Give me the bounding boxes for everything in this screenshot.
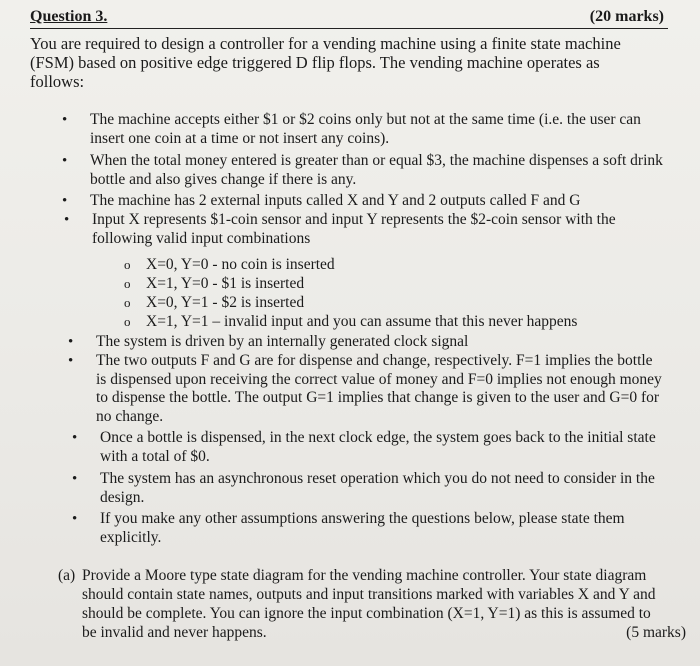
question-title: Question 3.: [30, 8, 108, 25]
bullet-icon: •: [62, 153, 68, 169]
bullet-icon: •: [72, 511, 78, 527]
list-item: [62, 111, 660, 148]
bullet-icon: •: [62, 112, 68, 128]
circle-bullet-icon: o: [124, 314, 131, 329]
list-item-text: The machine accepts either $1 or $2 coins only but not at the same time (i.e. the user can insert one coin at a time or not insert any coins).: [90, 111, 641, 147]
bullet-icon: •: [62, 193, 68, 209]
list-item-text: The system has an asynchronous reset operation which you do not need to consider in the design.: [100, 470, 655, 506]
part-a-text: Provide a Moore type state diagram for the vending machine controller. Your state diagram should contain state names, outputs and input transitions marked with variables X and Y and should be complete. You can ignore the input combination (X=1, Y=1) as this is assumed to be invalid and never happens.: [82, 567, 656, 641]
sub-list-item: [124, 275, 646, 294]
list-item: [68, 352, 664, 426]
sub-list-item-text: X=1, Y=0 - $1 is inserted: [146, 275, 305, 292]
list-item: [72, 429, 666, 466]
list-item-text: The system is driven by an internally generated clock signal: [96, 333, 469, 350]
list-item: [68, 333, 656, 352]
sub-list-item-text: X=0, Y=1 - $2 is inserted: [146, 294, 305, 311]
sub-list-item: [124, 313, 666, 332]
list-item: [64, 211, 667, 248]
circle-bullet-icon: o: [124, 295, 131, 310]
question-marks: (20 marks): [589, 8, 664, 25]
bullet-icon: •: [68, 353, 74, 369]
question-header: [30, 6, 668, 29]
list-item-text: The machine has 2 external inputs called X and Y and 2 outputs called F and G: [90, 192, 581, 209]
question-intro: You are required to design a controller for a vending machine using a finite state machine (FSM) based on positive edge triggered D flip flops. The vending machine operates as follows:: [30, 34, 621, 91]
sub-list-item-text: X=0, Y=0 - no coin is inserted: [146, 256, 335, 273]
list-item-text: Once a bottle is dispensed, in the next clock edge, the system goes back to the initial state with a total of $0.: [100, 429, 656, 465]
circle-bullet-icon: o: [124, 257, 131, 272]
sub-list-item: [124, 256, 646, 275]
bullet-icon: •: [64, 212, 70, 228]
list-item: [72, 470, 670, 507]
list-item-text: If you make any other assumptions answering the questions below, please state them explicitly.: [100, 510, 625, 546]
circle-bullet-icon: o: [124, 276, 131, 291]
list-item: [62, 152, 670, 189]
part-a-marks: (5 marks): [626, 624, 686, 641]
bullet-icon: •: [72, 471, 78, 487]
sub-list-item-text: X=1, Y=1 – invalid input and you can assume that this never happens: [146, 313, 578, 330]
sub-list-item: [124, 294, 646, 313]
part-a-label: (a): [58, 567, 76, 584]
list-item-text: The two outputs F and G are for dispense and change, respectively. F=1 implies the bottle is dispensed upon receiving the correct value of money and F=0 implies not enough money to dispense the bottle. The output G=1 implies that change is given to the user and G=0 for no change.: [96, 352, 662, 425]
bullet-icon: •: [72, 430, 78, 446]
list-item: [72, 510, 666, 547]
bullet-icon: •: [68, 334, 74, 350]
list-item: [62, 192, 670, 211]
list-item-text: Input X represents $1-coin sensor and input Y represents the $2-coin sensor with the following valid input combinations: [92, 211, 616, 247]
list-item-text: When the total money entered is greater than or equal $3, the machine dispenses a soft drink bottle and also gives change if there is any.: [90, 152, 663, 188]
